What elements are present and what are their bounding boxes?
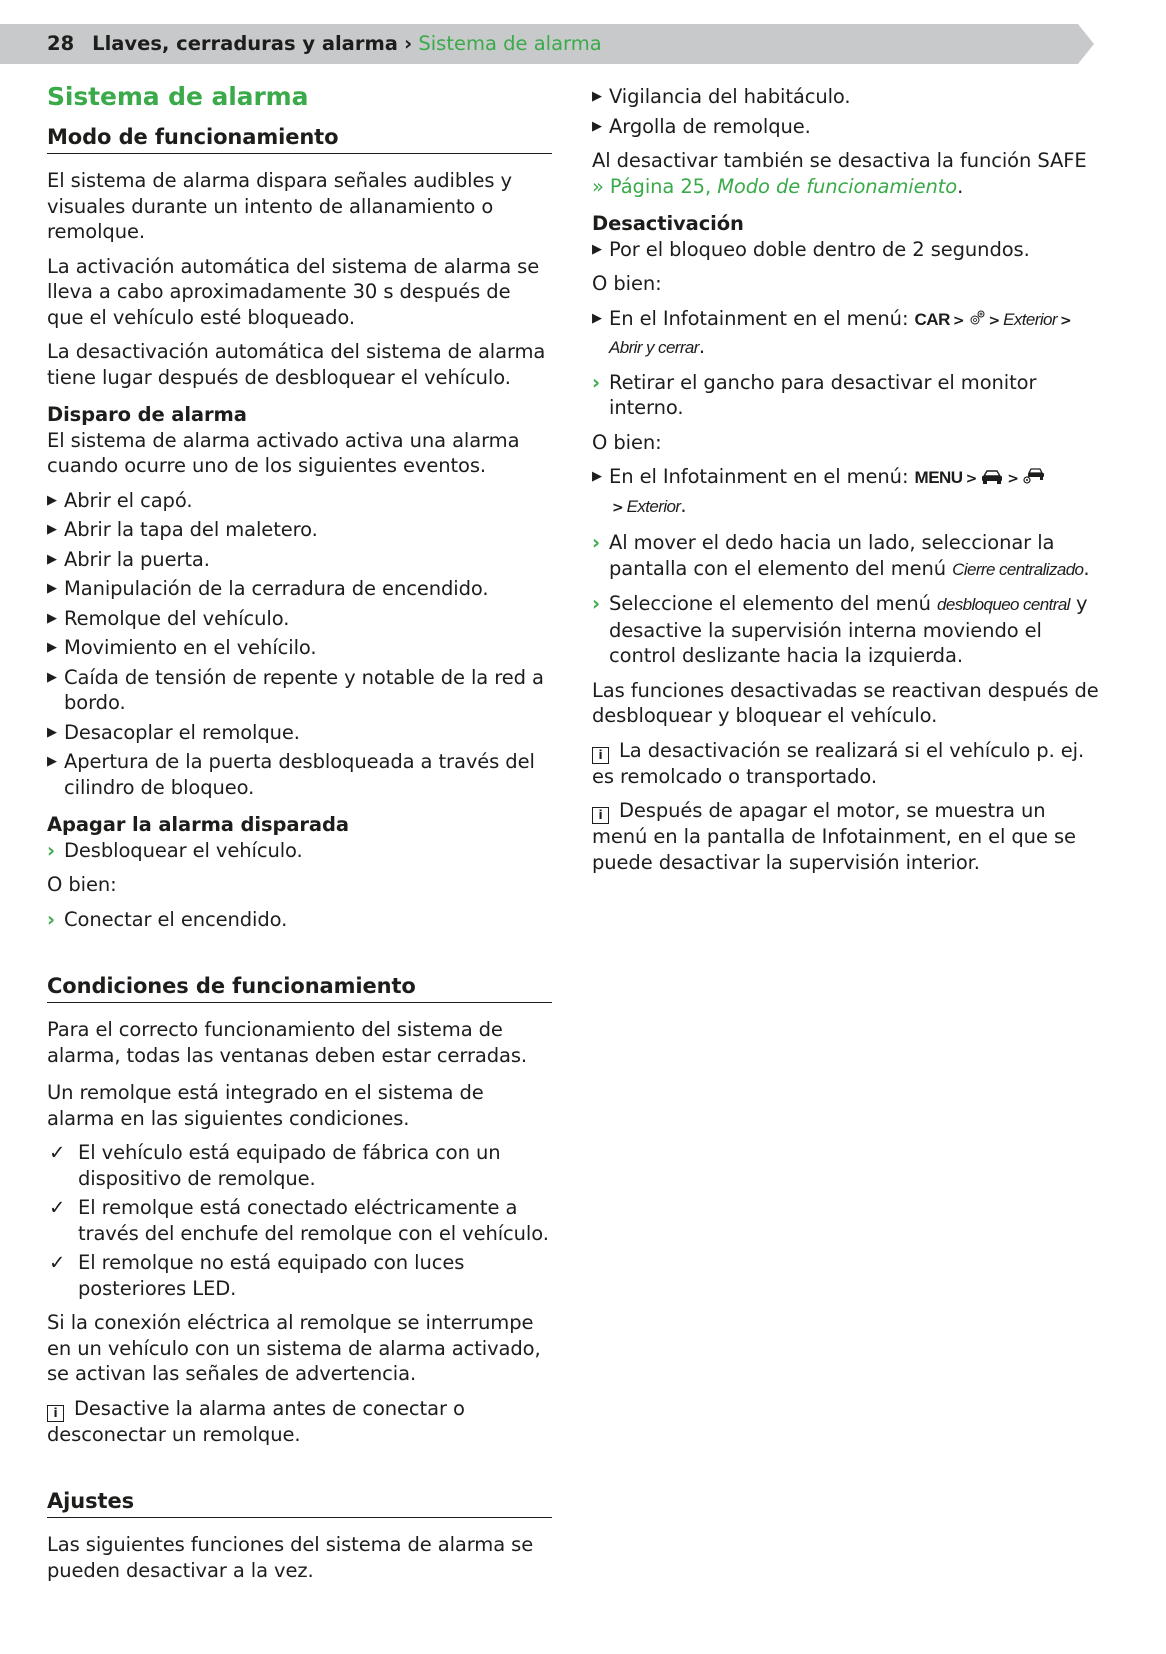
list-item: ▶ Abrir la tapa del maletero. [47,518,318,541]
steps-list [592,370,1102,421]
menu-exterior-label: Exterior [626,496,681,516]
checkmark-icon: ✓ [49,1196,66,1219]
list-item: ▶ Abrir la puerta. [47,547,210,571]
breadcrumb-current: Sistema de alarma [418,32,602,55]
section-heading-modo: Modo de funcionamiento [47,124,552,154]
or-text: O bien: [592,272,662,295]
triangle-bullet-icon: ▶ [47,754,57,769]
list-item: ▶ Vigilancia del habitáculo. [592,85,851,108]
info-icon: i [592,747,609,764]
menu-exterior-label: Exterior [1003,309,1057,329]
paragraph: Las siguientes funciones del sistema de alarma se pueden desactivar a la vez. [47,1533,534,1582]
page-number: 28 [47,32,75,55]
right-column [592,84,1102,884]
list-item: ▶ Remolque del vehículo. [47,606,290,630]
steps-list [47,907,552,933]
step-chevron-icon: › [47,838,55,862]
paragraph: Para el correcto funcionamiento del sistema de alarma, todas las ventanas deben estar cerradas. [47,1018,527,1067]
menu-abrir-cerrar-label: Abrir y cerrar [609,338,699,357]
list-item: ▶ Caída de tensión de repente y notable de la red a bordo. [47,665,544,714]
menu-car-label: CAR [914,309,950,329]
section-heading-condiciones: Condiciones de funcionamiento [47,973,552,1003]
menu-menu-label: MENU [914,468,963,487]
step-item: › Conectar el encendido. [47,907,288,931]
list-item: ▶ Apertura de la puerta desbloqueada a través del cilindro de bloqueo. [47,750,535,799]
paragraph: El sistema de alarma activado activa una alarma cuando ocurre uno de los siguientes eventos. [47,428,520,477]
breadcrumb-chapter[interactable]: Llaves, cerraduras y alarma [92,32,398,55]
triangle-bullet-icon: ▶ [47,522,57,537]
paragraph: La activación automática del sistema de alarma se lleva a cabo aproximadamente 30 s después de que el vehículo esté bloqueado. [47,254,540,329]
triangle-bullet-icon: ▶ [592,469,602,484]
car-settings-icon [1022,467,1046,485]
breadcrumb [47,32,602,56]
triangle-bullet-icon: ▶ [592,118,602,134]
list-item: ▶ Argolla de remolque. [592,114,811,138]
check-item: ✓ El remolque está conectado eléctricamente a través del enchufe del remolque con el vehículo. [49,1196,549,1245]
checkmark-icon: ✓ [49,1251,66,1274]
step-item: › Seleccione el elemento del menú desbloqueo central y desactive la supervisión interna moviendo el control deslizante hacia la izquierda. [592,592,1088,667]
info-note: i Desactive la alarma antes de conectar o desconectar un remolque. [47,1396,465,1446]
deactivation-list [592,237,1102,263]
left-column [47,82,552,1592]
list-item: ▶ Desacoplar el remolque. [47,720,300,744]
triangle-bullet-icon: ▶ [47,669,57,685]
check-item: ✓ El vehículo está equipado de fábrica con un dispositivo de remolque. [49,1141,501,1190]
steps-list [47,838,552,864]
paragraph: El sistema de alarma dispara señales audibles y visuales durante un intento de allanamiento o remolque. [47,169,512,243]
or-text: O bien: [47,873,117,896]
page-reference-link[interactable]: » Página 25, [592,174,712,198]
car-icon [980,469,1004,485]
triangle-bullet-icon: ▶ [47,640,57,655]
settings-list [592,84,1102,139]
list-item: ▶ Por el bloqueo doble dentro de 2 segundos. [592,237,1030,261]
step-item: › Desbloquear el vehículo. [47,838,303,862]
triangle-bullet-icon: ▶ [47,492,57,508]
menu-path-item: ▶ En el Infotainment en el menú: MENU > >> Exterior. [592,464,1102,521]
paragraph: La desactivación automática del sistema de alarma tiene lugar después de desbloquear el vehículo. [47,340,546,389]
check-item: ✓ El remolque no está equipado con luces posteriores LED. [49,1251,465,1300]
menu-desbloqueo-central-label: desbloqueo central [937,595,1070,614]
or-text: O bien: [592,430,662,454]
page-title: Sistema de alarma [47,82,309,111]
paragraph: Un remolque está integrado en el sistema de alarma en las siguientes condiciones. [47,1081,484,1130]
triangle-bullet-icon: ▶ [47,551,57,567]
conditions-checklist [47,1140,552,1301]
infotainment-path-list [592,464,1102,521]
step-chevron-icon: › [592,531,600,554]
triangle-bullet-icon: ▶ [592,241,602,257]
step-item: › Retirar el gancho para desactivar el monitor interno. [592,370,1037,419]
step-chevron-icon: › [47,907,55,931]
alarm-trigger-list [47,488,552,801]
paragraph: Al desactivar también se desactiva la función SAFE » Página 25, Modo de funcionamiento. [592,149,1087,198]
subheading-disparo: Disparo de alarma [47,403,247,426]
settings-gear-icon [968,309,986,327]
subheading-desactivacion: Desactivación [592,212,744,235]
triangle-bullet-icon: ▶ [47,610,57,626]
triangle-bullet-icon: ▶ [592,310,602,326]
step-item: › Al mover el dedo hacia un lado, seleccionar la pantalla con el elemento del menú Cierre centralizado. [592,531,1090,580]
triangle-bullet-icon: ▶ [47,724,57,740]
list-item: ▶ Abrir el capó. [47,488,193,512]
triangle-bullet-icon: ▶ [592,89,602,104]
subheading-apagar: Apagar la alarma disparada [47,813,349,836]
checkmark-icon: ✓ [49,1141,66,1164]
infotainment-path-list [592,306,1102,361]
menu-cierre-centralizado-label: Cierre centralizado [952,559,1084,579]
paragraph: Si la conexión eléctrica al remolque se interrumpe en un vehículo con un sistema de alarma activado, se activan las señales de advertencia. [47,1311,541,1385]
page-header-bar [0,24,1094,64]
steps-list [592,530,1102,669]
paragraph: Las funciones desactivadas se reactivan después de desbloquear y bloquear el vehículo. [592,678,1099,727]
breadcrumb-separator: › [404,32,413,55]
info-note: i Después de apagar el motor, se muestra un menú en la pantalla de Infotainment, en el que se puede desactivar la supervisión interior. [592,799,1076,874]
list-item: ▶ Movimiento en el vehícilo. [47,636,317,659]
step-chevron-icon: › [592,370,600,394]
info-icon: i [592,807,609,824]
menu-path-item: ▶ En el Infotainment en el menú: CAR > > Exterior > Abrir y cerrar. [592,306,1072,358]
section-heading-ajustes: Ajustes [47,1488,552,1518]
info-note: i La desactivación se realizará si el vehículo p. ej. es remolcado o transportado. [592,738,1085,788]
triangle-bullet-icon: ▶ [47,581,57,596]
list-item: ▶ Manipulación de la cerradura de encendido. [47,577,489,600]
page-reference-title[interactable]: Modo de funcionamiento [717,174,958,198]
step-chevron-icon: › [592,592,600,615]
info-icon: i [47,1405,64,1422]
